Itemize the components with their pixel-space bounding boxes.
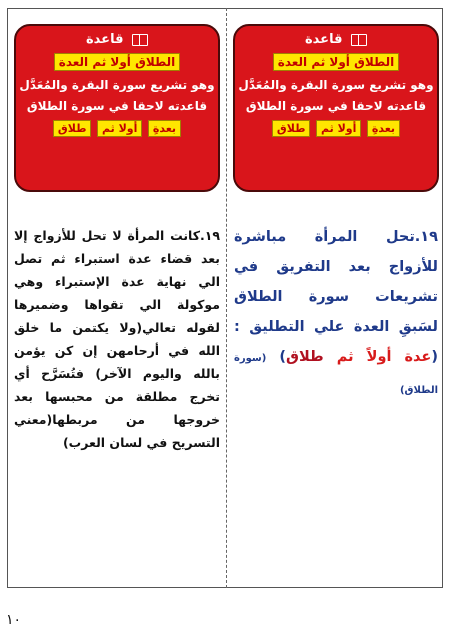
card-tag: طلاق: [272, 120, 311, 137]
card-title: قاعدة: [305, 32, 343, 47]
card-line-2: وهو تشريع سورة البقرة والمُعَدَّل: [238, 78, 434, 92]
word-awwalan: أولاً: [366, 349, 392, 365]
word-thumma: ثم: [336, 349, 354, 365]
word-idda: عدة: [404, 349, 432, 365]
card-tags: [16, 120, 218, 137]
paren-close: ): [279, 349, 287, 365]
card-line-2: وهو تشريع سورة البقرة والمُعَدَّل: [19, 78, 215, 92]
card-tag-line: [235, 53, 437, 71]
right-main-text: ١٩.تحل المرأة مباشرة للأزواج بعد التفريق في تشريعات سورة الطلاق لسَبقِ العدة علي التطليق :: [234, 229, 438, 335]
column-divider: [226, 8, 227, 588]
card-tags: [235, 120, 437, 137]
right-column-text: [234, 222, 438, 406]
card-tag: أولا ثم: [316, 120, 361, 137]
card-tag-main: الطلاق أولا ثم العدة: [54, 53, 181, 71]
card-tag: طلاق: [53, 120, 92, 137]
paren-open: (: [431, 349, 438, 365]
card-tag-main: الطلاق أولا ثم العدة: [273, 53, 400, 71]
card-line-3: قاعدته لاحقا في سورة الطلاق: [245, 99, 427, 113]
rule-card-left: [14, 24, 220, 192]
card-tag: بعدةِ: [148, 120, 181, 137]
word-talaq: طلاق: [286, 349, 324, 365]
left-column-text: ١٩.كانت المرأة لا تحل للأزواج إلا بعد قضاء عدة استبراء ثم تصل الي نهاية عدة الإستبراء وهي موكولة الي تقواها وضميرها لقوله تعالي(ولا يكتمن ما خلق الله في أرحامهن إن كن يؤمن بالله واليوم الآخر) فتُسَرَّح أي تخرج مطلقة من محبسها بعد خروجها من مربطها(معني التسريح في لسان العرب): [14, 228, 220, 450]
source-citation: (سورة الطلاق): [234, 353, 438, 396]
card-tag: بعدةِ: [367, 120, 400, 137]
card-title-row: [235, 32, 437, 47]
card-tag-line: [16, 53, 218, 71]
card-title-row: [16, 32, 218, 47]
book-icon: [351, 34, 367, 46]
card-line-3: قاعدته لاحقا في سورة الطلاق: [26, 99, 208, 113]
card-title: قاعدة: [86, 32, 124, 47]
book-icon: [132, 34, 148, 46]
card-tag: أولا ثم: [97, 120, 142, 137]
rule-card-right: [233, 24, 439, 192]
page-number: ١٠: [6, 612, 22, 628]
